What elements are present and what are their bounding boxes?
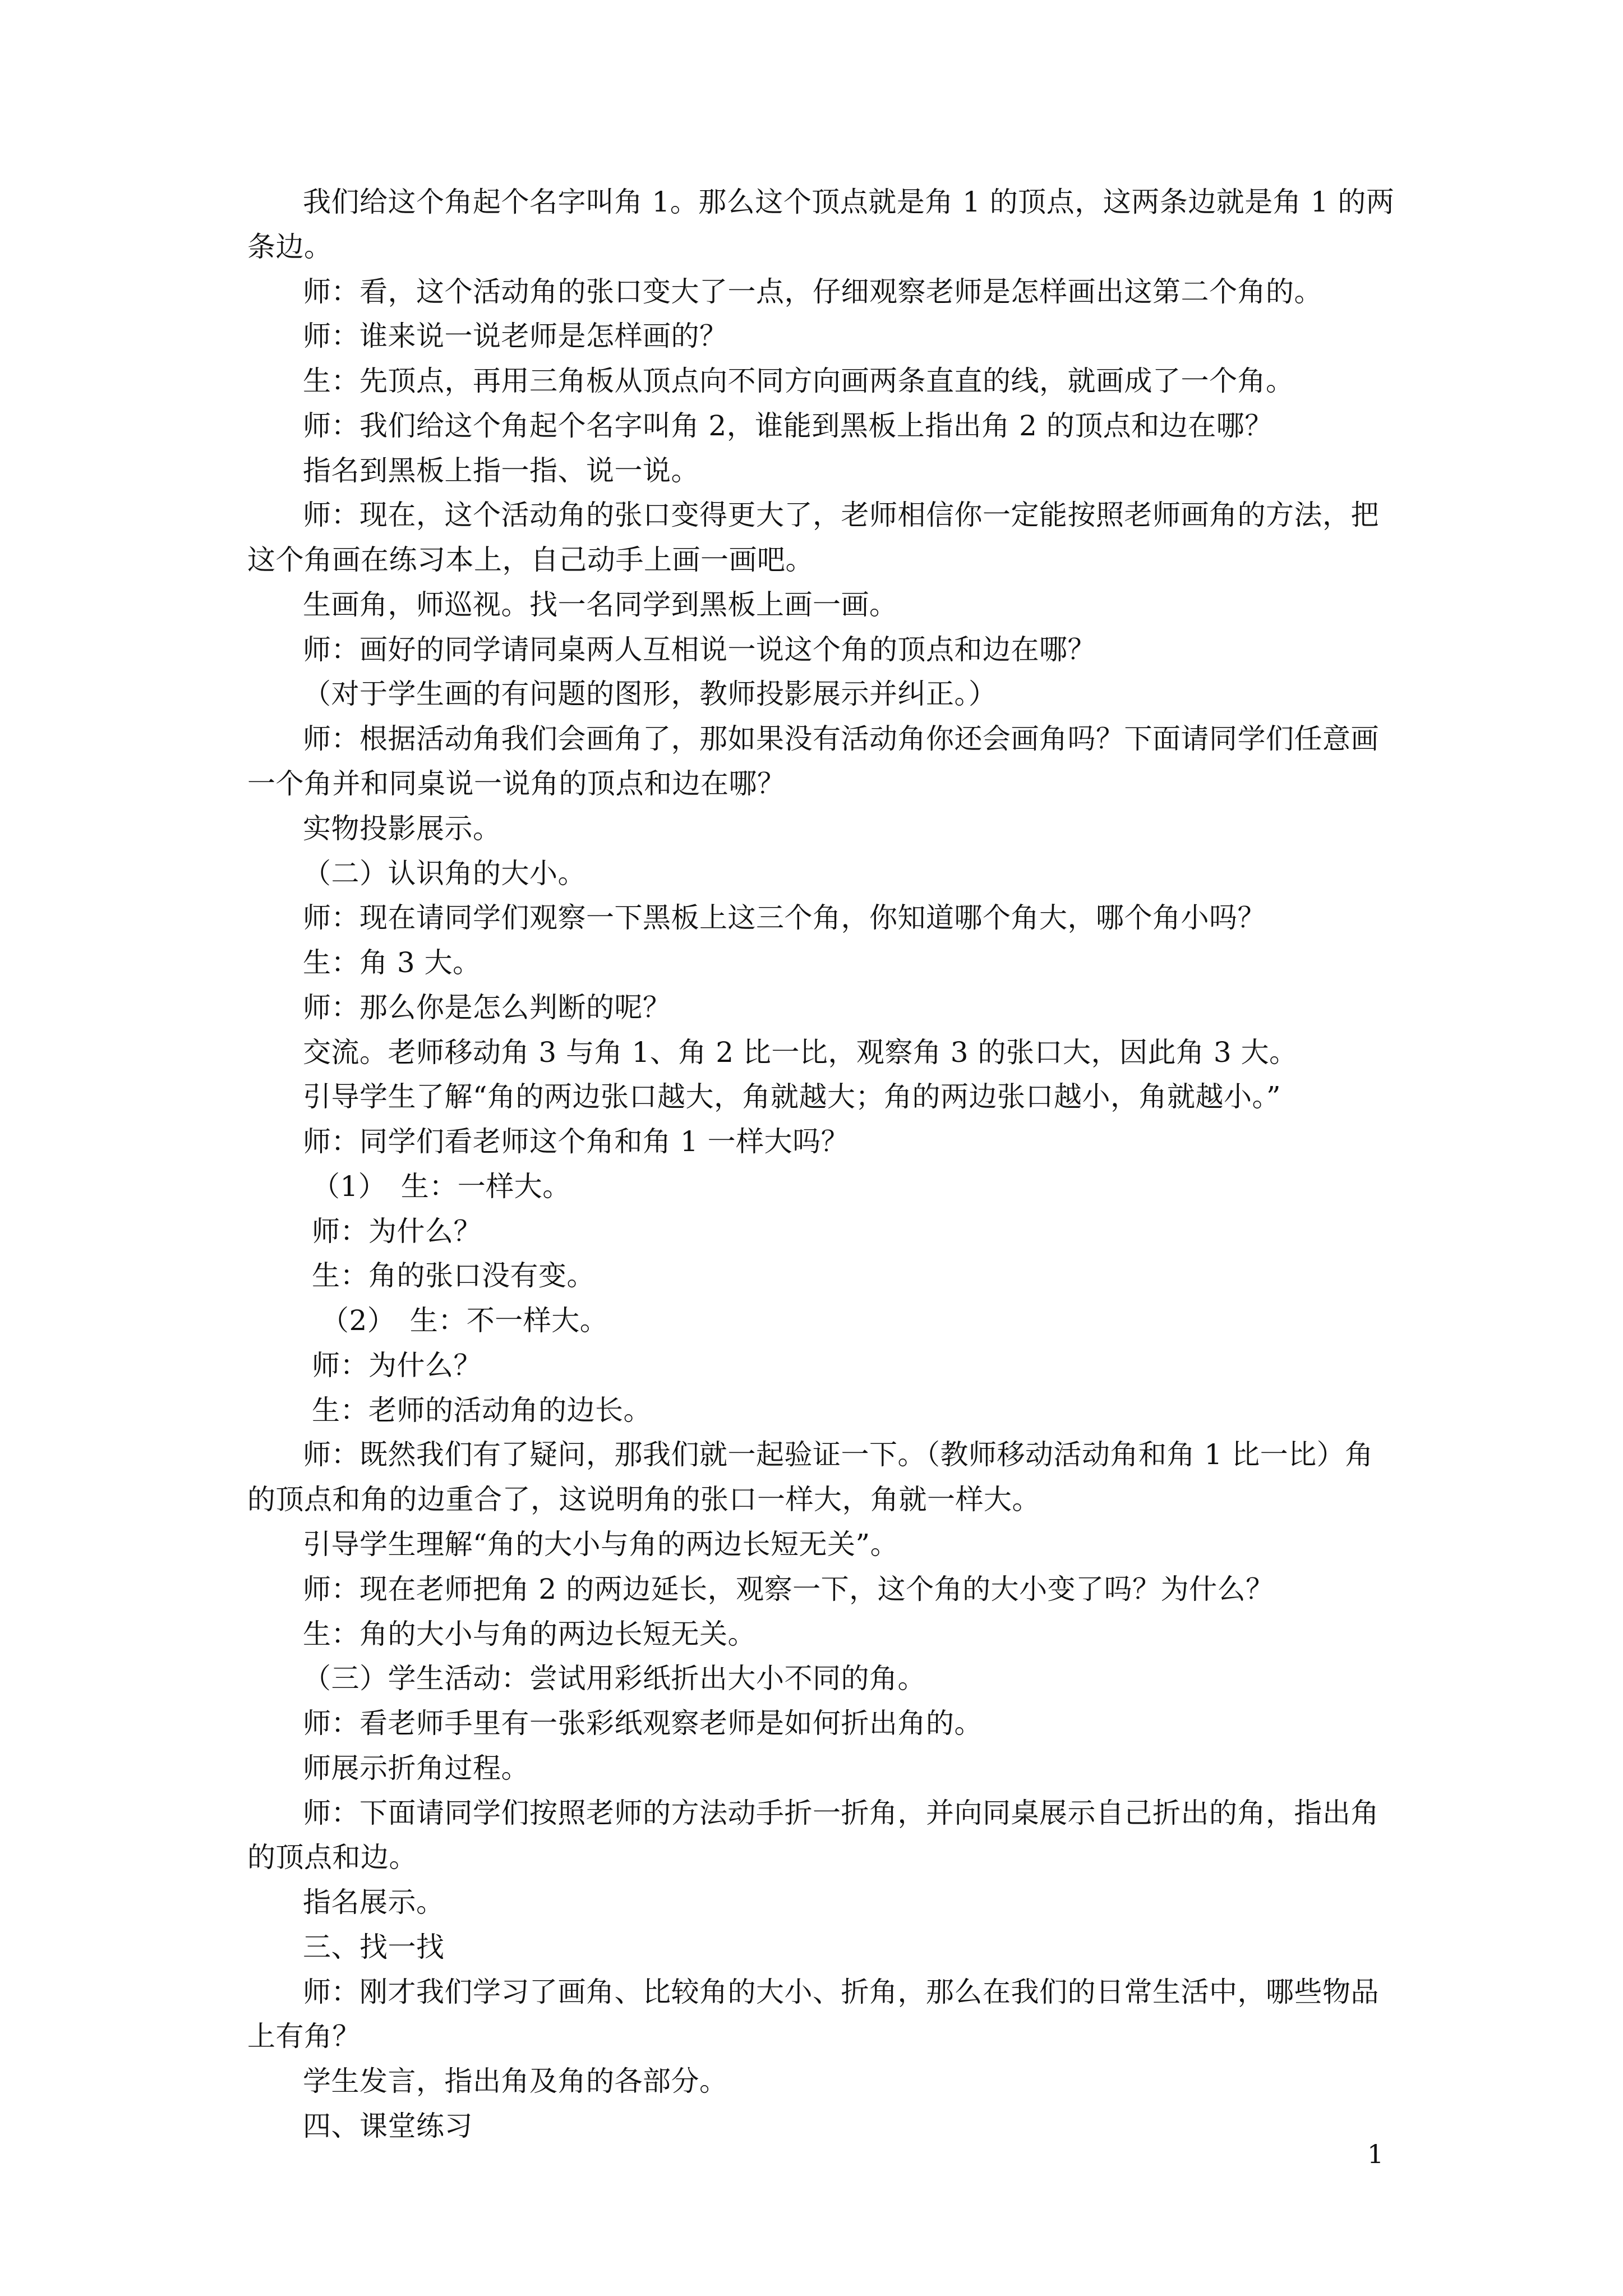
- paragraph-line: （对于学生画的有问题的图形，教师投影展示并纠正。）: [303, 678, 997, 710]
- paragraph-line: 师：下面请同学们按照老师的方法动手折一折角，并向同桌展示自己折出的角，指出角: [303, 1797, 1379, 1829]
- paragraph-line: （三）学生活动：尝试用彩纸折出大小不同的角。: [303, 1662, 926, 1695]
- paragraph-line: （1） 生：一样大。: [312, 1170, 571, 1203]
- paragraph-line: 我们给这个角起个名字叫角 1。那么这个顶点就是角 1 的顶点，这两条边就是角 1 的两: [303, 186, 1395, 218]
- paragraph-line: 生：角 3 大。: [303, 946, 481, 979]
- paragraph-line: 师：那么你是怎么判断的呢？: [303, 991, 671, 1024]
- paragraph-line: （二）认识角的大小。: [303, 857, 586, 890]
- paragraph-line: 师：根据活动角我们会画角了，那如果没有活动角你还会画角吗？下面请同学们任意画: [303, 723, 1379, 755]
- paragraph-line: 的顶点和角的边重合了，这说明角的张口一样大，角就一样大。: [247, 1483, 1040, 1516]
- paragraph-line: 条边。: [247, 231, 333, 263]
- paragraph-line: 师：看，这个活动角的张口变大了一点，仔细观察老师是怎样画出这第二个角的。: [303, 275, 1322, 308]
- paragraph-line: 学生发言，指出角及角的各部分。: [303, 2065, 728, 2097]
- paragraph-line: 师：现在，这个活动角的张口变得更大了，老师相信你一定能按照老师画角的方法，把: [303, 499, 1379, 531]
- paragraph-line: 生：老师的活动角的边长。: [312, 1394, 652, 1427]
- paragraph-line: 指名到黑板上指一指、说一说。: [303, 454, 699, 487]
- paragraph-line: 师：现在老师把角 2 的两边延长，观察一下，这个角的大小变了吗？为什么？: [303, 1573, 1274, 1605]
- paragraph-line: 生：角的张口没有变。: [312, 1259, 595, 1292]
- paragraph-line: 师：我们给这个角起个名字叫角 2，谁能到黑板上指出角 2 的顶点和边在哪？: [303, 409, 1273, 442]
- paragraph-line: 引导学生了解“角的两边张口越大，角就越大；角的两边张口越小，角就越小。”: [303, 1080, 1281, 1113]
- paragraph-line: 生：角的大小与角的两边长短无关。: [303, 1618, 756, 1650]
- page-number: 1: [1367, 2139, 1384, 2169]
- paragraph-line: 师：现在请同学们观察一下黑板上这三个角，你知道哪个角大，哪个角小吗？: [303, 901, 1266, 934]
- paragraph-line: 生：先顶点，再用三角板从顶点向不同方向画两条直直的线，就画成了一个角。: [303, 365, 1294, 397]
- paragraph-line: 这个角画在练习本上，自己动手上画一画吧。: [247, 544, 814, 576]
- paragraph-line: 师：画好的同学请同桌两人互相说一说这个角的顶点和边在哪？: [303, 633, 1096, 666]
- paragraph-line: 师：谁来说一说老师是怎样画的？: [303, 320, 728, 352]
- paragraph-line: 实物投影展示。: [303, 812, 501, 845]
- paragraph-line: 指名展示。: [303, 1886, 445, 1918]
- paragraph-line: （2） 生：不一样大。: [321, 1304, 608, 1337]
- paragraph-line: 师：既然我们有了疑问，那我们就一起验证一下。（教师移动活动角和角 1 比一比）角: [303, 1438, 1373, 1471]
- paragraph-line: 上有角？: [247, 2020, 361, 2053]
- paragraph-line: 师：为什么？: [312, 1215, 482, 1248]
- paragraph-line: 引导学生理解“角的大小与角的两边长短无关”。: [303, 1528, 899, 1561]
- paragraph-line: 交流。老师移动角 3 与角 1、角 2 比一比，观察角 3 的张口大，因此角 3 大。: [303, 1036, 1298, 1069]
- paragraph-line: 生画角，师巡视。找一名同学到黑板上画一画。: [303, 588, 898, 621]
- paragraph-line: 三、找一找: [303, 1931, 445, 1963]
- paragraph-line: 一个角并和同桌说一说角的顶点和边在哪？: [247, 767, 786, 800]
- paragraph-line: 师展示折角过程。: [303, 1752, 529, 1784]
- paragraph-line: 师：为什么？: [312, 1349, 482, 1382]
- paragraph-line: 的顶点和边。: [247, 1841, 417, 1874]
- paragraph-line: 师：同学们看老师这个角和角 1 一样大吗？: [303, 1125, 850, 1158]
- paragraph-line: 四、课堂练习: [303, 2110, 473, 2142]
- paragraph-line: 师：刚才我们学习了画角、比较角的大小、折角，那么在我们的日常生活中，哪些物品: [303, 1976, 1379, 2008]
- paragraph-line: 师：看老师手里有一张彩纸观察老师是如何折出角的。: [303, 1707, 983, 1740]
